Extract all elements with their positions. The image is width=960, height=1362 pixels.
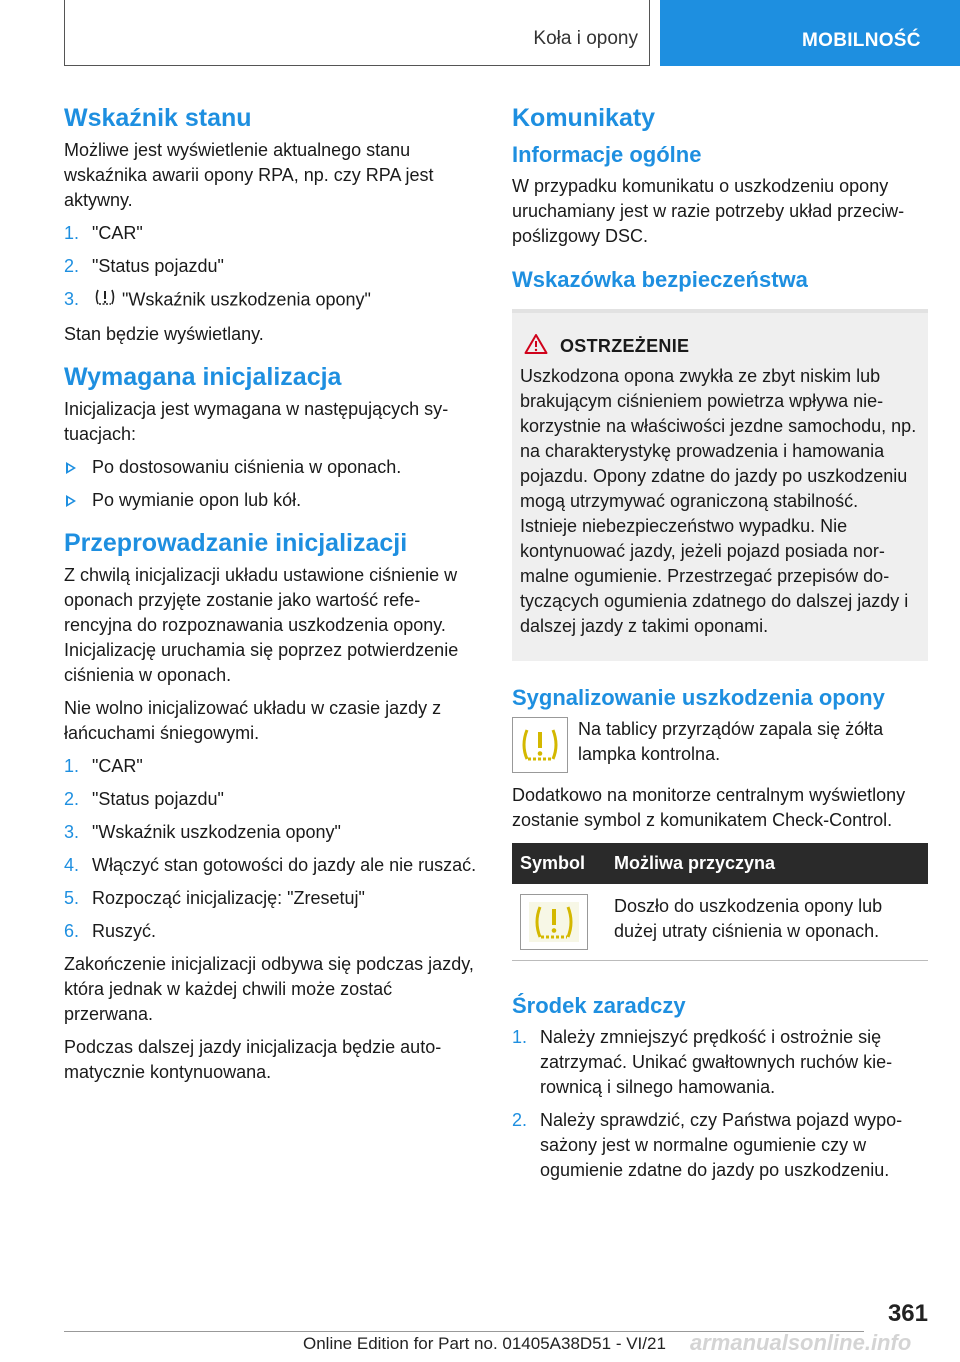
left-column: [64, 102, 478, 1093]
tire-pressure-warning-lamp-icon: [512, 717, 568, 773]
paragraph: Nie wolno inicjalizować układu w czasie jazdy z łańcuchami śniegowymi.: [64, 698, 442, 743]
tire-warning-icon: [94, 287, 116, 314]
page-number: 361: [887, 1300, 928, 1327]
table-header-cause: Możliwa przyczyna: [606, 843, 928, 884]
paragraph: Z chwilą inicjalizacji układu ustawione ciśnienie w oponach przyjęte zostanie jako wartość referencyjna do rozpoznawania uszkodzenia opony. Inicjalizację uruchamia się poprzez potwierdzenie ciśnienia w oponach.: [64, 565, 459, 685]
list-item: 1. "CAR": [64, 223, 143, 243]
paragraph: Zakończenie inicjalizacji odbywa się podczas jazdy, która jednak w każdej chwili może zostać przerwana.: [64, 954, 474, 1024]
list-item: 2. "Status pojazdu": [64, 256, 224, 276]
lamp-description: Na tablicy przyrządów zapala się żółta lampka kontrolna.: [578, 719, 884, 764]
section-przeprowadzanie-inicjalizacji: [64, 527, 478, 1085]
heading-sygnalizowanie: Sygnalizowanie uszkodzenia opony: [512, 685, 885, 710]
heading-przeprowadzanie-inicjalizacji: Przeprowadzanie inicjalizacji: [64, 529, 408, 557]
table-cell-cause: Doszło do uszkodzenia opony lub dużej utraty ciśnienia w oponach.: [606, 884, 928, 961]
table-header-row: [512, 843, 928, 884]
list-item: 3. "Wskaźnik uszkodzenia opony": [64, 287, 478, 314]
paragraph: W przypadku komunikatu o uszkodzeniu opony uruchamiany jest w razie potrzeby układ przeciwpoślizgowy DSC.: [512, 176, 905, 246]
bullet-list: [64, 455, 478, 513]
heading-wskaznik-stanu: Wskaźnik stanu: [64, 104, 252, 132]
table-row: [512, 884, 928, 961]
triangle-bullet-icon: [66, 495, 76, 507]
numbered-list: [512, 1025, 928, 1183]
right-column: [512, 102, 928, 1191]
heading-wymagana-inicjalizacja: Wymagana inicjalizacja: [64, 363, 342, 391]
paragraph: Dodatkowo na monitorze centralnym wyświetlony zostanie symbol z komunikatem Check-Control.: [512, 785, 906, 830]
numbered-list: [64, 221, 478, 314]
warning-box: [512, 309, 928, 661]
numbered-list: [64, 754, 478, 944]
list-item: 4. Włączyć stan gotowości do jazdy ale nie ruszać.: [64, 855, 477, 875]
warning-header: [520, 333, 920, 360]
table-cell-symbol: [512, 884, 606, 961]
list-item: 3. "Wskaźnik uszkodzenia opony": [64, 822, 341, 842]
heading-informacje-ogolne: Informacje ogólne: [512, 142, 702, 167]
table-header-symbol: Symbol: [512, 843, 606, 884]
list-item: 2. Należy sprawdzić, czy Państwa pojazd wyposażony jest w normalne ogumienie czy w ogumienie zdatne do jazdy po uszkodzeniu.: [512, 1110, 903, 1180]
indicator-lamp-row: [512, 717, 928, 773]
warning-title: OSTRZEŻENIE: [560, 336, 690, 356]
paragraph: Stan będzie wyświetlany.: [64, 324, 264, 344]
list-item: 1. Należy zmniejszyć prędkość i ostrożnie się zatrzymać. Unikać gwałtownych ruchów kierownicą i silnego hamowania.: [512, 1027, 893, 1097]
paragraph: Możliwe jest wyświetlenie aktualnego stanu wskaźnika awarii opony RPA, np. czy RPA jest aktywny.: [64, 140, 434, 210]
heading-wskazowka-bezpieczenstwa: Wskazówka bezpieczeństwa: [512, 267, 808, 292]
tire-pressure-warning-symbol-icon: [520, 894, 588, 950]
list-item: 1. "CAR": [64, 756, 143, 776]
header-chapter-tab[interactable]: MOBILNOŚĆ: [660, 0, 960, 66]
heading-komunikaty: Komunikaty: [512, 104, 656, 132]
warning-triangle-icon: [524, 333, 548, 360]
list-item: Po wymianie opon lub kół.: [64, 488, 478, 513]
paragraph: Inicjalizacja jest wymagana w następujących sytuacjach:: [64, 399, 449, 444]
edition-text: Online Edition for Part no. 01405A38D51 - VI/21: [303, 1334, 666, 1353]
list-item: Po dostosowaniu ciśnienia w oponach.: [64, 455, 478, 480]
symbol-table: [512, 843, 928, 961]
watermark: armanualsonline.info: [690, 1330, 912, 1355]
header-section-title: Koła i opony: [533, 28, 638, 49]
section-wymagana-inicjalizacja: [64, 361, 478, 513]
list-item: 6. Ruszyć.: [64, 921, 157, 941]
page-header: [0, 0, 960, 66]
triangle-bullet-icon: [66, 462, 76, 474]
heading-srodek-zaradczy: Środek zaradczy: [512, 993, 686, 1018]
paragraph: Podczas dalszej jazdy inicjalizacja będzie automatycznie kontynuowana.: [64, 1037, 442, 1082]
warning-text: Uszkodzona opona zwykła ze zbyt niskim lub brakującym ciśnieniem powietrza wpływa niekorzystnie na właściwości jezdne samochodu, np. na charakterystykę prowadzenia i hamowania pojazdu. Opony zdatne do jazdy po uszkodzeniu mogą utrzymywać ograniczoną stabilność. Istnieje niebezpieczeństwo wypadku. Nie kontynuować jazdy, jeżeli pojazd posiada normalne ogumienie. Przestrzegać przepisów dotyczących ogumienia zdatnego do dalszej jazdy i dalszej jazdy z takimi oponami.: [520, 366, 917, 636]
list-item: 2. "Status pojazdu": [64, 789, 224, 809]
list-item: 5. Rozpocząć inicjalizację: "Zresetuj": [64, 888, 365, 908]
